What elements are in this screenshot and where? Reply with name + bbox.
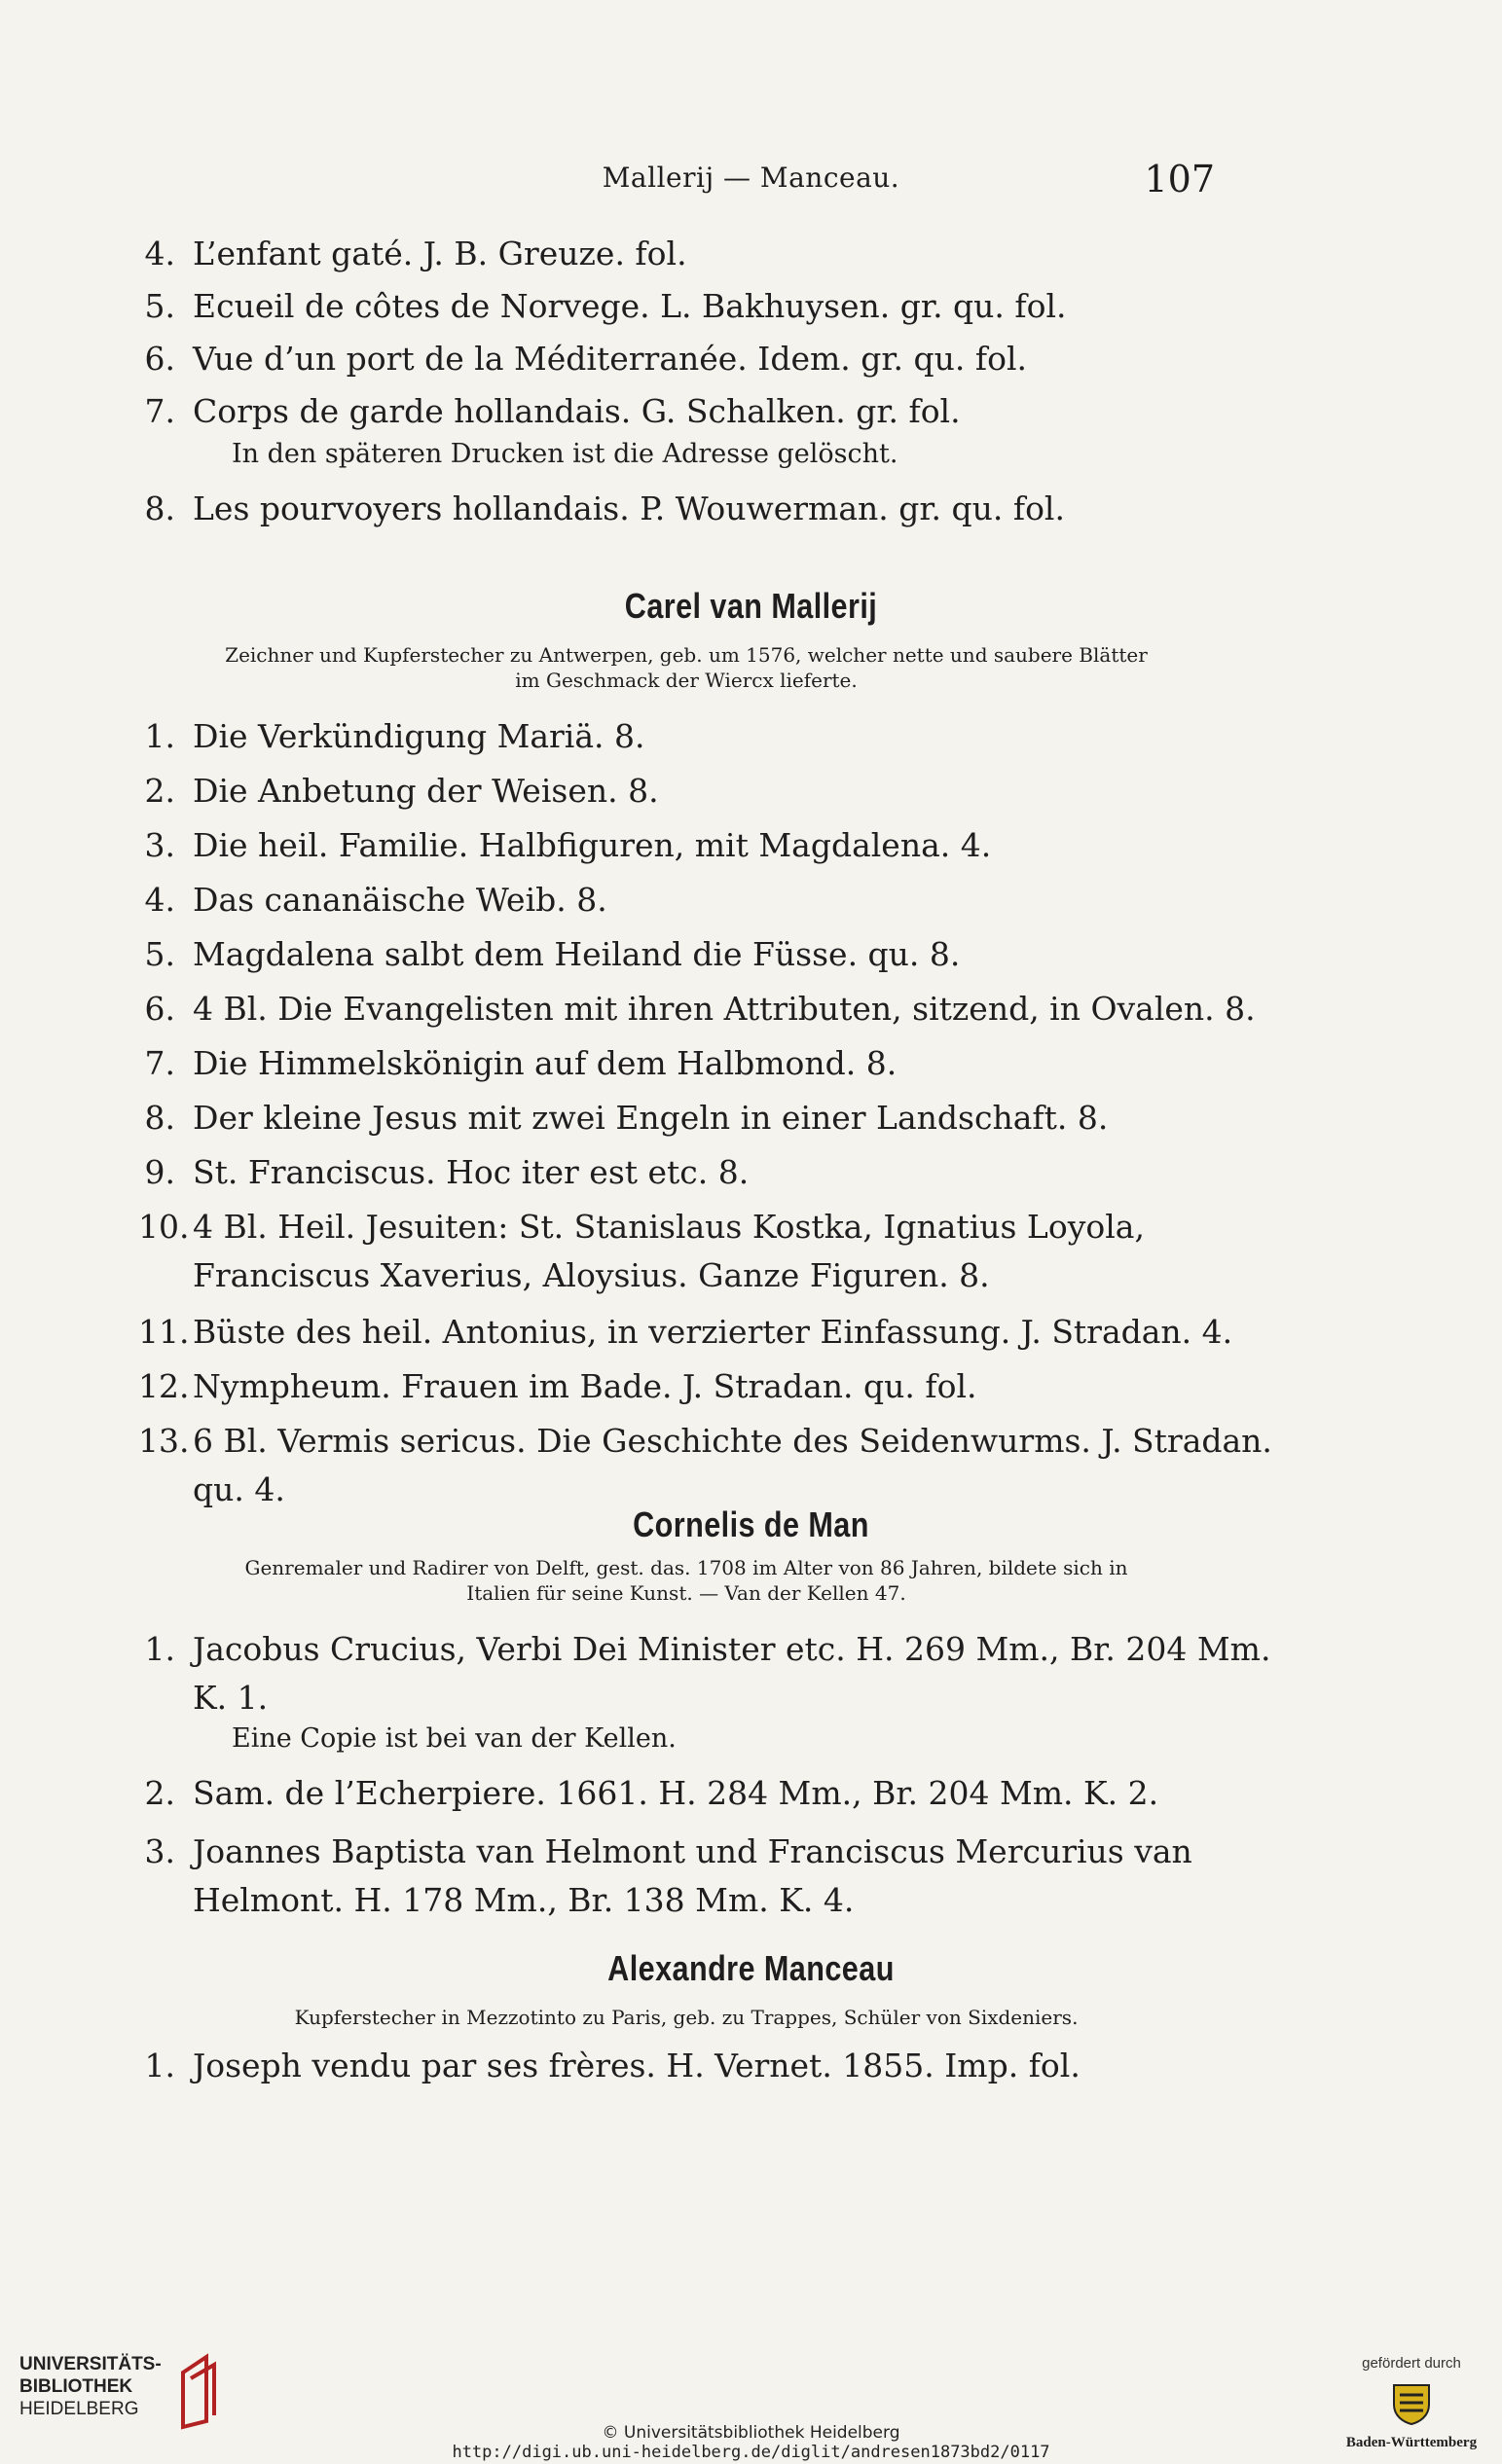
page-number: 107 — [1144, 158, 1215, 200]
copyright-notice: © Universitätsbibliothek Heidelberg — [602, 2423, 900, 2443]
list-item: 9. St. Franciscus. Hoc iter est etc. 8. — [144, 1153, 750, 1191]
section-description: Kupferstecher in Mezzotinto zu Paris, geb. zu Trappes, Schüler von Sixdeniers. — [294, 2006, 1079, 2029]
state-crest-icon — [1388, 2379, 1435, 2426]
list-item: 5. Ecueil de côtes de Norvege. L. Bakhuysen. gr. qu. fol. — [144, 287, 1067, 325]
list-item: 12. Nympheum. Frauen im Bade. J. Stradan. qu. fol. — [138, 1367, 977, 1405]
section-description: Genremaler und Radirer von Delft, gest. das. 1708 im Alter von 86 Jahren, bildete sich in Italien für seine Kunst. — Van der Kellen 47. — [244, 1556, 1128, 1605]
list-item: 1. Jacobus Crucius, Verbi Dei Minister etc. H. 269 Mm., Br. 204 Mm. K. 1. — [144, 1630, 1271, 1717]
list-item: 2. Die Anbetung der Weisen. 8. — [144, 772, 659, 810]
section-heading-man: Cornelis de Man — [633, 1504, 869, 1544]
library-logo-icon — [175, 2353, 224, 2431]
list-item: 4. L’enfant gaté. J. B. Greuze. fol. — [144, 235, 687, 272]
list-item: 13. 6 Bl. Vermis sericus. Die Geschichte des Seidenwurms. J. Stradan. qu. 4. — [138, 1422, 1272, 1508]
list-item: 1. Die Verkündigung Mariä. 8. — [144, 717, 645, 755]
manceau-list — [146, 2040, 1227, 2094]
list-item: 4. Das cananäische Weib. 8. — [144, 881, 607, 919]
running-header — [0, 158, 1502, 206]
list-item: 11. Büste des heil. Antonius, in verzierter Einfassung. J. Stradan. 4. — [138, 1313, 1233, 1351]
mallerij-list — [138, 710, 1272, 1516]
list-item: 2. Sam. de l’Echerpiere. 1661. H. 284 Mm., Br. 204 Mm. K. 2. — [144, 1774, 1159, 1812]
section-description: Zeichner und Kupferstecher zu Antwerpen, geb. um 1576, welcher nette und saubere Blätter im Geschmack der Wiercx lieferte. — [225, 643, 1148, 692]
source-url[interactable]: http://digi.ub.uni-heidelberg.de/diglit/andresen1873bd2/0117 — [452, 2443, 1050, 2462]
sponsor-block: gefördert durch Baden-Württemberg — [1345, 2355, 1478, 2450]
list-item: 8. Les pourvoyers hollandais. P. Wouwerman. gr. qu. fol. — [144, 489, 1065, 527]
list-note: Eine Copie ist bei van der Kellen. — [232, 1723, 677, 1754]
running-title: Mallerij — Manceau. — [602, 162, 900, 194]
list-item: 7. Die Himmelskönigin auf dem Halbmond. 8. — [144, 1044, 898, 1082]
list-item: 6. Vue d’un port de la Méditerranée. Idem. gr. qu. fol. — [144, 340, 1027, 378]
list-item: 8. Der kleine Jesus mit zwei Engeln in einer Landschaft. 8. — [144, 1099, 1109, 1137]
list-note: In den späteren Drucken ist die Adresse gelöscht. — [232, 439, 898, 469]
list-item: 7. Corps de garde hollandais. G. Schalken. gr. fol. — [144, 392, 961, 430]
list-item: 3. Joannes Baptista van Helmont und Franciscus Mercurius van Helmont. H. 178 Mm., Br. 138 Mm. K. 4. — [144, 1832, 1192, 1919]
list-item: 6. 4 Bl. Die Evangelisten mit ihren Attributen, sitzend, in Ovalen. 8. — [144, 990, 1256, 1028]
list-item: 3. Die heil. Familie. Halbfiguren, mit Magdalena. 4. — [144, 826, 992, 864]
list-item: 10. 4 Bl. Heil. Jesuiten: St. Stanislaus Kostka, Ignatius Loyola, Franciscus Xaverius, Aloysius. Ganze Figuren. 8. — [138, 1208, 1145, 1294]
list-item: 1. Joseph vendu par ses frères. H. Vernet. 1855. Imp. fol. — [144, 2047, 1081, 2084]
section-heading-manceau: Alexandre Manceau — [607, 1948, 895, 1988]
section-heading-mallerij: Carel van Mallerij — [624, 586, 878, 626]
list-item: 5. Magdalena salbt dem Heiland die Füsse. qu. 8. — [144, 935, 961, 973]
continued-list — [146, 228, 1227, 535]
library-logo: UNIVERSITÄTS- BIBLIOTHEK HEIDELBERG — [19, 2345, 273, 2452]
man-list — [144, 1623, 1271, 1927]
